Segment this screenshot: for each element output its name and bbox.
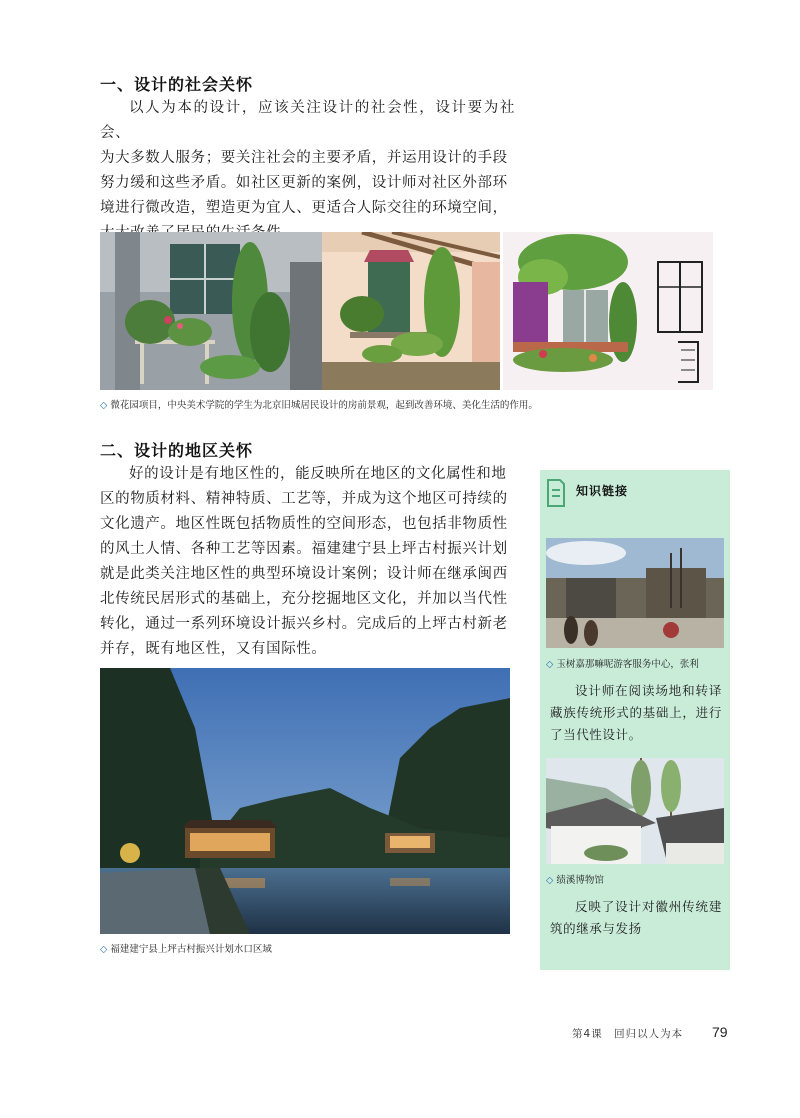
section1-heading: 一、设计的社会关怀 — [100, 75, 254, 94]
figure1-caption — [100, 397, 538, 411]
diamond-icon: ◇ — [546, 875, 554, 886]
figure2-caption-text: 福建建宁县上坪古村振兴计划水口区域 — [110, 944, 272, 955]
section2-line: 的风土人情、各种工艺等因素。福建建宁县上坪古村振兴计划 — [100, 541, 508, 557]
figure2-caption — [100, 941, 272, 955]
section2-heading: 二、设计的地区关怀 — [100, 441, 254, 460]
sidebar-caption-1-text: 玉树嘉那嘛呢游客服务中心，张利 — [556, 659, 699, 670]
sidebar-text-2: 反映了设计对徽州传统建筑的继承与发扬 — [550, 899, 722, 936]
section1-line: 为大多数人服务；要关注社会的主要矛盾，并运用设计的手段 — [100, 150, 508, 166]
diamond-icon: ◇ — [100, 944, 108, 955]
diamond-icon: ◇ — [100, 400, 108, 411]
micro-garden-drawing — [503, 232, 713, 390]
jixi-museum-photo — [546, 758, 724, 864]
footer-lesson: 第4课 回归以人为本 — [572, 1028, 684, 1040]
section2-line: 并存，既有地区性，又有国际性。 — [100, 641, 327, 657]
section2-line: 北传统民居形式的基础上，充分挖掘地区文化，并加以当代性 — [100, 591, 508, 607]
diamond-icon: ◇ — [546, 659, 554, 670]
section1-line: 努力缓和这些矛盾。如社区更新的案例，设计师对社区外部环 — [100, 175, 508, 191]
section2-line: 文化遗产。地区性既包括物质性的空间形态，也包括非物质性 — [100, 516, 508, 532]
figure1-caption-text: 微花园项目，中央美术学院的学生为北京旧城居民设计的房前景观，起到改善环境、美化生活的作用。 — [110, 400, 538, 411]
sidebar-text-1: 设计师在阅读场地和转译藏族传统形式的基础上，进行了当代性设计。 — [550, 683, 722, 742]
section1-line: 以人为本的设计，应该关注设计的社会性，设计要为社会、 — [100, 100, 515, 141]
sidebar-caption-1 — [546, 656, 699, 670]
section2-line: 转化，通过一系列环境设计振兴乡村。完成后的上坪古村新老 — [100, 616, 508, 632]
micro-garden-photo-1 — [100, 232, 322, 390]
section2-line: 就是此类关注地区性的典型环境设计案例；设计师在继承闽西 — [100, 566, 508, 582]
section2-body — [100, 462, 515, 662]
section2-line: 区的物质材料、精神特质、工艺等，并成为这个地区可持续的 — [100, 491, 508, 507]
yushu-visitor-center-photo — [546, 538, 724, 648]
knowledge-link-icon — [544, 478, 566, 508]
knowledge-link-title: 知识链接 — [576, 484, 629, 498]
knowledge-link-sidebar — [540, 470, 730, 970]
sidebar-caption-2-text: 绩溪博物馆 — [556, 875, 604, 886]
page-number: 79 — [712, 1024, 728, 1040]
section1-line: 境进行微改造，塑造更为宜人、更适合人际交往的环境空间， — [100, 200, 508, 216]
shangping-village-photo — [100, 668, 510, 934]
section2-line: 好的设计是有地区性的，能反映所在地区的文化属性和地 — [129, 466, 507, 482]
micro-garden-sketch-photo — [322, 232, 500, 390]
section1-body — [100, 96, 515, 246]
sidebar-caption-2 — [546, 872, 604, 886]
